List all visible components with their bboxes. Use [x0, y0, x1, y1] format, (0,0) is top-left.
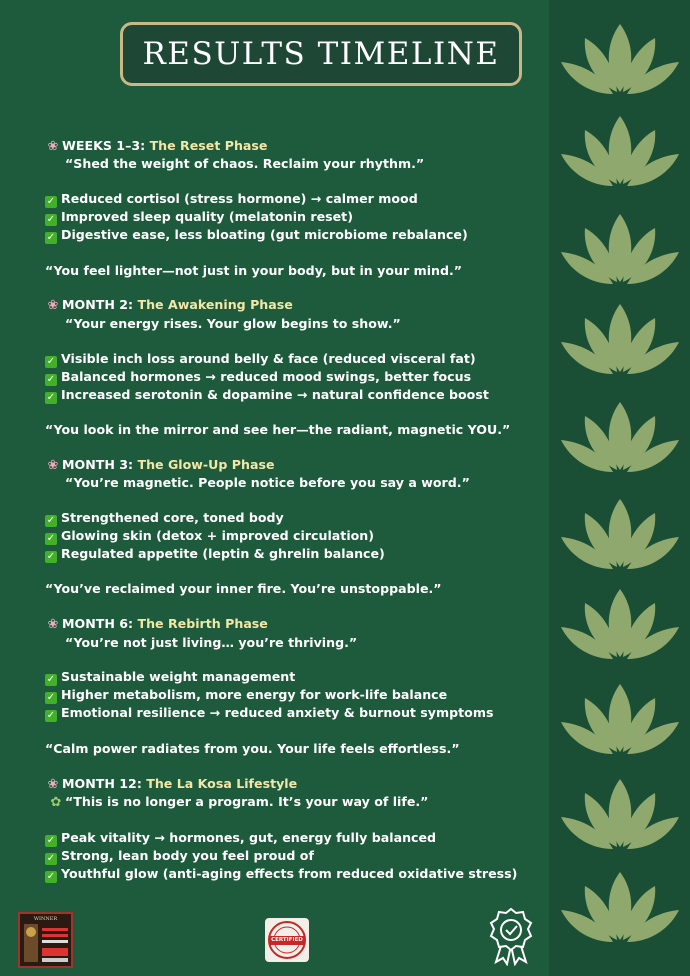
title-banner	[120, 22, 522, 86]
spacer	[45, 757, 550, 774]
benefit-text: Youthful glow (anti-aging effects from reduced oxidative stress)	[61, 865, 518, 881]
certified-badge	[265, 918, 309, 962]
phase-intro-quote	[45, 315, 550, 332]
benefit-text: Regulated appetite (leptin & ghrelin balance)	[61, 545, 385, 561]
phase-outro-quote: “Calm power radiates from you. Your life feels effortless.”	[45, 740, 460, 756]
spacer	[45, 563, 550, 580]
check-mark-icon: ✓	[46, 391, 56, 403]
lotus-icon	[555, 398, 685, 478]
check-mark-icon: ✓	[46, 710, 56, 722]
spacer	[45, 722, 550, 739]
lotus-icon	[555, 300, 685, 380]
certified-label: CERTIFIED	[271, 937, 303, 943]
phase-intro-text: “You’re not just living… you’re thriving.”	[65, 634, 358, 650]
check-mark-icon: ✓	[46, 355, 56, 367]
phase-heading	[45, 456, 550, 474]
benefit-text: Increased serotonin & dopamine → natural confidence boost	[61, 386, 489, 402]
phase-label: MONTH 12:	[62, 775, 147, 791]
check-mark-icon: ✓	[46, 852, 56, 864]
check-mark-icon: ✓	[46, 692, 56, 704]
phase-label: MONTH 2:	[62, 297, 138, 313]
check-mark-icon: ✓	[46, 674, 56, 686]
spacer	[45, 404, 550, 421]
spacer	[45, 173, 550, 190]
phase-intro-text: “This is no longer a program. It’s your way of life.”	[65, 793, 429, 809]
check-mark-icon: ✓	[46, 532, 56, 544]
phase-label: MONTH 6:	[62, 616, 138, 632]
benefit-item	[45, 704, 550, 722]
award-trophy-icon	[20, 922, 71, 966]
page-title: RESULTS TIMELINE	[142, 36, 500, 72]
cherry-blossom-icon: ❀	[47, 298, 59, 314]
check-mark-icon: ✓	[46, 373, 56, 385]
benefit-item	[45, 686, 550, 704]
phase-name: The Reset Phase	[149, 138, 268, 153]
phase-intro-text: “Shed the weight of chaos. Reclaim your rhythm.”	[65, 156, 425, 172]
benefit-item	[45, 208, 550, 226]
phase-outro-quote: “You look in the mirror and see her—the radiant, magnetic YOU.”	[45, 421, 511, 437]
phase-name: The Awakening Phase	[137, 297, 293, 313]
check-mark-icon: ✓	[46, 514, 56, 526]
spacer	[45, 598, 550, 615]
phase-intro-text: “You’re magnetic. People notice before you say a word.”	[65, 475, 470, 491]
phase-name: The Glow-Up Phase	[137, 456, 275, 472]
spacer	[45, 651, 550, 668]
phase-heading	[45, 775, 550, 793]
check-mark-icon: ✓	[46, 232, 56, 244]
benefit-text: Reduced cortisol (stress hormone) → calmer mood	[61, 191, 418, 207]
phase-name: The Rebirth Phase	[137, 616, 268, 632]
benefit-text: Emotional resilience → reduced anxiety & burnout symptoms	[61, 705, 494, 721]
phase-heading	[45, 296, 550, 314]
lotus-icon	[555, 20, 685, 100]
phase-intro-quote	[45, 155, 550, 172]
benefit-item	[45, 350, 550, 368]
phase-label: MONTH 3:	[62, 456, 138, 472]
lotus-icon	[555, 775, 685, 855]
benefit-item	[45, 190, 550, 208]
benefit-text: Digestive ease, less bloating (gut microbiome rebalance)	[61, 227, 468, 243]
benefit-item	[45, 386, 550, 404]
benefit-item	[45, 545, 550, 563]
benefit-text: Improved sleep quality (melatonin reset)	[61, 209, 353, 225]
benefit-item	[45, 368, 550, 386]
phase-name: The La Kosa Lifestyle	[146, 775, 298, 791]
phase-outro-quote: “You’ve reclaimed your inner fire. You’re unstoppable.”	[45, 581, 442, 597]
spacer	[45, 244, 550, 261]
lotus-icon	[555, 868, 685, 948]
award-badge-label: WINNER	[33, 916, 58, 922]
benefit-item	[45, 226, 550, 244]
benefit-text: Visible inch loss around belly & face (reduced visceral fat)	[61, 350, 476, 366]
lotus-icon	[555, 585, 685, 665]
benefit-text: Sustainable weight management	[61, 669, 296, 685]
benefit-text: Strong, lean body you feel proud of	[61, 847, 314, 863]
award-badge	[18, 912, 73, 968]
phase-intro-quote	[45, 634, 550, 651]
spacer	[45, 492, 550, 509]
phase-intro-quote	[45, 793, 550, 811]
lotus-icon	[555, 112, 685, 192]
spacer	[45, 332, 550, 349]
benefit-item	[45, 509, 550, 527]
cherry-blossom-icon: ❀	[47, 457, 59, 473]
spacer	[45, 438, 550, 455]
lotus-icon	[555, 680, 685, 760]
benefit-text: Glowing skin (detox + improved circulation)	[61, 527, 375, 543]
check-mark-icon: ✓	[46, 196, 56, 208]
benefit-text: Higher metabolism, more energy for work-life balance	[61, 687, 448, 703]
sprout-icon: ✿	[50, 794, 62, 810]
timeline-content	[45, 137, 550, 883]
phase-heading	[45, 137, 550, 155]
phase-intro-text: “Your energy rises. Your glow begins to show.”	[65, 315, 401, 331]
check-mark-icon: ✓	[46, 550, 56, 562]
lotus-icon	[555, 495, 685, 575]
cherry-blossom-icon: ❀	[47, 776, 59, 792]
cherry-blossom-icon: ❀	[47, 617, 59, 633]
spacer	[45, 279, 550, 296]
benefit-item	[45, 865, 550, 883]
phase-heading	[45, 615, 550, 633]
benefit-item	[45, 527, 550, 545]
check-mark-icon: ✓	[46, 834, 56, 846]
check-mark-icon: ✓	[46, 870, 56, 882]
spacer	[45, 811, 550, 828]
phase-label: WEEKS 1–3:	[62, 138, 150, 153]
benefit-item	[45, 847, 550, 865]
benefit-text: Strengthened core, toned body	[61, 509, 284, 525]
benefit-item	[45, 829, 550, 847]
benefit-text: Peak vitality → hormones, gut, energy fully balanced	[61, 829, 437, 845]
benefit-text: Balanced hormones → reduced mood swings, better focus	[61, 368, 472, 384]
phase-outro-quote: “You feel lighter—not just in your body, but in your mind.”	[45, 262, 463, 278]
phase-intro-quote	[45, 474, 550, 491]
cherry-blossom-icon: ❀	[47, 139, 59, 154]
check-mark-icon: ✓	[46, 214, 56, 226]
award-ribbon-icon	[486, 906, 536, 966]
lotus-icon	[555, 210, 685, 290]
benefit-item	[45, 668, 550, 686]
